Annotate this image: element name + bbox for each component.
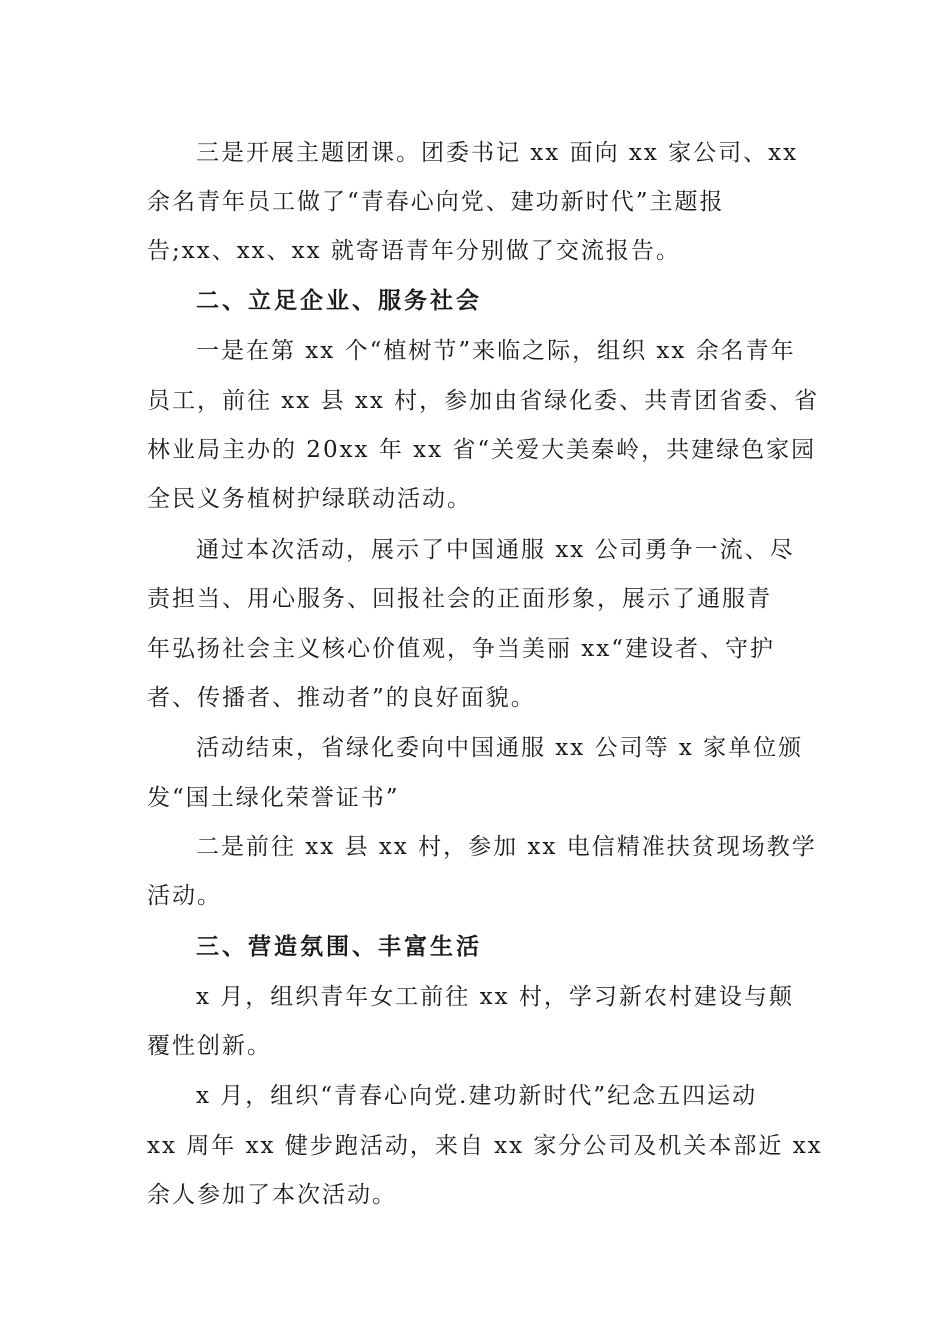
text-line: x 月，组织“青春心向党.建功新时代”纪念五四运动: [196, 1083, 758, 1109]
text-line: 告;xx、xx、xx 就寄语青年分别做了交流报告。: [147, 238, 681, 264]
text-line: 通过本次活动，展示了中国通服 xx 公司勇争一流、尽: [196, 537, 795, 563]
text-line: xx 周年 xx 健步跑活动，来自 xx 家分公司及机关本部近 xx: [147, 1133, 823, 1159]
text-line: 发“国土绿化荣誉证书”: [147, 785, 400, 811]
text-line: 活动。: [147, 883, 222, 909]
text-line: 余名青年员工做了“青春心向党、建功新时代”主题报: [147, 189, 725, 215]
text-line: 覆性创新。: [147, 1033, 272, 1059]
text-line: 林业局主办的 20xx 年 xx 省“关爱大美秦岭，共建绿色家园: [147, 437, 817, 463]
text-line: 一是在第 xx 个“植树节”来临之际，组织 xx 余名青年: [196, 338, 796, 364]
text-line: 者、传播者、推动者”的良好面貌。: [147, 685, 536, 711]
text-line: 二是前往 xx 县 xx 村，参加 xx 电信精准扶贫现场教学: [196, 834, 817, 860]
section-heading-2: 二、立足企业、服务社会: [196, 287, 482, 314]
text-line: 员工，前往 xx 县 xx 村，参加由省绿化委、共青团省委、省: [147, 388, 820, 414]
text-line: 活动结束，省绿化委向中国通服 xx 公司等 x 家单位颁: [196, 735, 804, 761]
text-line: 全民义务植树护绿联动活动。: [147, 486, 472, 512]
text-line: 年弘扬社会主义核心价值观，争当美丽 xx“建设者、守护: [147, 636, 776, 662]
text-line: x 月，组织青年女工前往 xx 村，学习新农村建设与颠: [196, 984, 794, 1010]
text-line: 责担当、用心服务、回报社会的正面形象，展示了通服青: [147, 586, 772, 612]
text-line: 三是开展主题团课。团委书记 xx 面向 xx 家公司、xx: [196, 140, 799, 166]
text-line: 余人参加了本次活动。: [147, 1182, 397, 1208]
section-heading-3: 三、营造氛围、丰富生活: [196, 933, 482, 960]
